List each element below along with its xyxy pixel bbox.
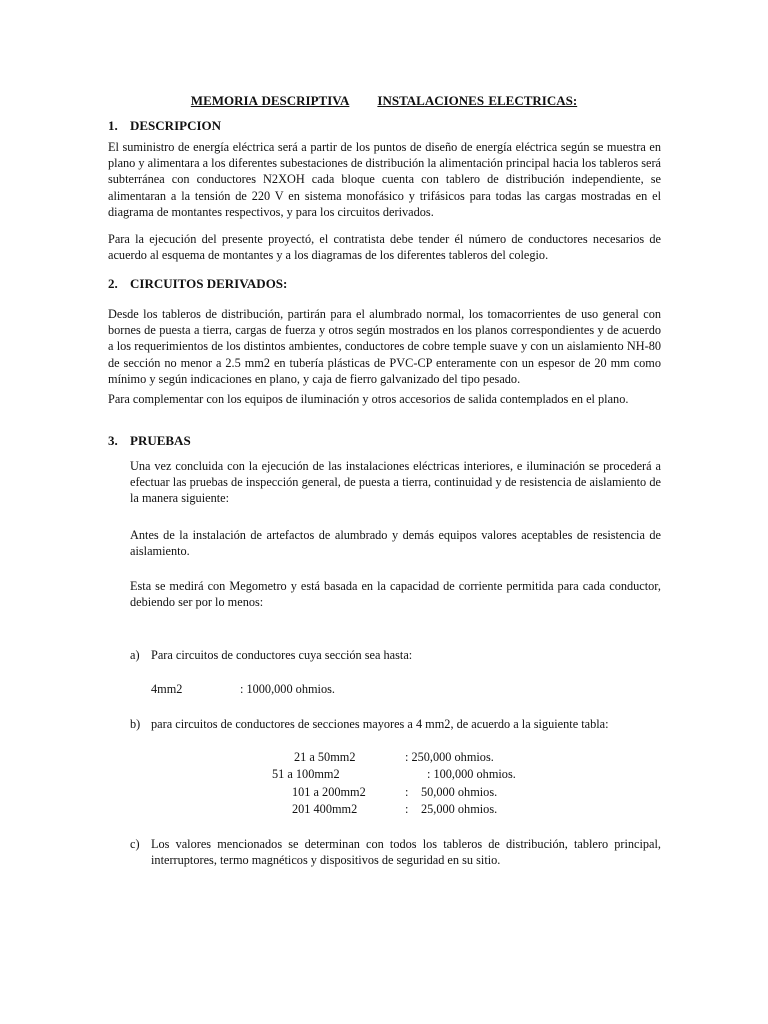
section-3-number: 3.	[108, 433, 118, 448]
table-row-value: : 100,000 ohmios.	[427, 767, 516, 781]
section-1-heading	[108, 118, 221, 134]
table-row-value: 50,000 ohmios.	[421, 785, 498, 799]
resistance-value: : 1000,000 ohmios.	[240, 682, 335, 696]
section-2-paragraph-2: Para complementar con los equipos de iluminación y otros accesorios de salida contemplados en el plano.	[108, 392, 629, 406]
title-left: MEMORIA DESCRIPTIVA	[190, 93, 350, 108]
list-item-label: b)	[130, 717, 141, 731]
size-label: 4mm2	[151, 682, 183, 696]
list-item-label: c)	[130, 837, 140, 851]
table-row-range: 201 400mm2	[292, 802, 358, 816]
section-2-heading	[108, 276, 287, 292]
table-row-separator: :	[405, 802, 409, 816]
list-item-text: para circuitos de conductores de secciones mayores a 4 mm2, de acuerdo a la siguiente tabla:	[151, 717, 609, 731]
document-title	[0, 93, 768, 109]
table-row-value: 25,000 ohmios.	[421, 802, 498, 816]
section-2-title: CIRCUITOS DERIVADOS:	[130, 276, 288, 291]
section-3-paragraph-3: Esta se medirá con Megometro y está basada en la capacidad de corriente permitida para cada conductor, debiendo ser por lo menos:	[130, 579, 661, 610]
section-3-paragraph-1: Una vez concluida con la ejecución de las instalaciones eléctricas interiores, e iluminación se procederá a efectuar las pruebas de inspección general, de puesta a tierra, continuidad y de resistencia de aislamiento de la manera siguiente:	[130, 459, 661, 506]
section-1-title: DESCRIPCION	[130, 118, 222, 133]
section-2-number: 2.	[108, 276, 118, 291]
section-3-heading	[108, 433, 191, 449]
table-row-value: : 250,000 ohmios.	[405, 750, 494, 764]
section-1-paragraph-2: Para la ejecución del presente proyectó, el contratista debe tender él número de conductores necesarios de acuerdo al esquema de montantes y a los diagramas de los diferentes tableros del colegio.	[108, 232, 661, 263]
table-row-range: 51 a 100mm2	[272, 767, 340, 781]
section-1-paragraph-1: El suministro de energía eléctrica será a partir de los puntos de diseño de energía eléctrica según se muestra en plano y alimentara a los diferentes subestaciones de distribución la alimentación principal hacia los tableros será subterránea con conductores N2XOH cada bloque cuenta con tablero de distribución independiente, se alimentaran a la tensión de 220 V en sistema monofásico y trifásicos para todas las cargas mostradas en el diagrama de montantes respectivos, y para los circuitos derivados.	[108, 140, 661, 219]
list-item-text: Los valores mencionados se determinan con todos los tableros de distribución, tablero principal, interruptores, termo magnéticos y dispositivos de seguridad en su sitio.	[151, 837, 661, 868]
list-item-label: a)	[130, 648, 140, 662]
title-right: INSTALACIONES ELECTRICAS:	[377, 93, 578, 108]
table-row-separator: :	[405, 785, 409, 799]
table-row-range: 101 a 200mm2	[292, 785, 366, 799]
section-2-paragraph-1: Desde los tableros de distribución, partirán para el alumbrado normal, los tomacorrientes de uso general con bornes de puesta a tierra, cargas de fuerza y otros según mostrados en los planos correspondientes y de acuerdo a los requerimientos de los distintos ambientes, conductores de cobre temple suave y con un aislamiento NH-80 de sección no menor a 2.5 mm2 en tubería plásticas de PVC-CP enteramente con un espesor de 20 mm como mínimo y según indicaciones en plano, y caja de fierro galvanizado del tipo pesado.	[108, 307, 661, 386]
section-3-title: PRUEBAS	[130, 433, 191, 448]
section-1-number: 1.	[108, 118, 118, 133]
table-row-range: 21 a 50mm2	[294, 750, 356, 764]
list-item-text: Para circuitos de conductores cuya sección sea hasta:	[151, 648, 413, 662]
section-3-paragraph-2: Antes de la instalación de artefactos de alumbrado y demás equipos valores aceptables de resistencia de aislamiento.	[130, 528, 661, 559]
